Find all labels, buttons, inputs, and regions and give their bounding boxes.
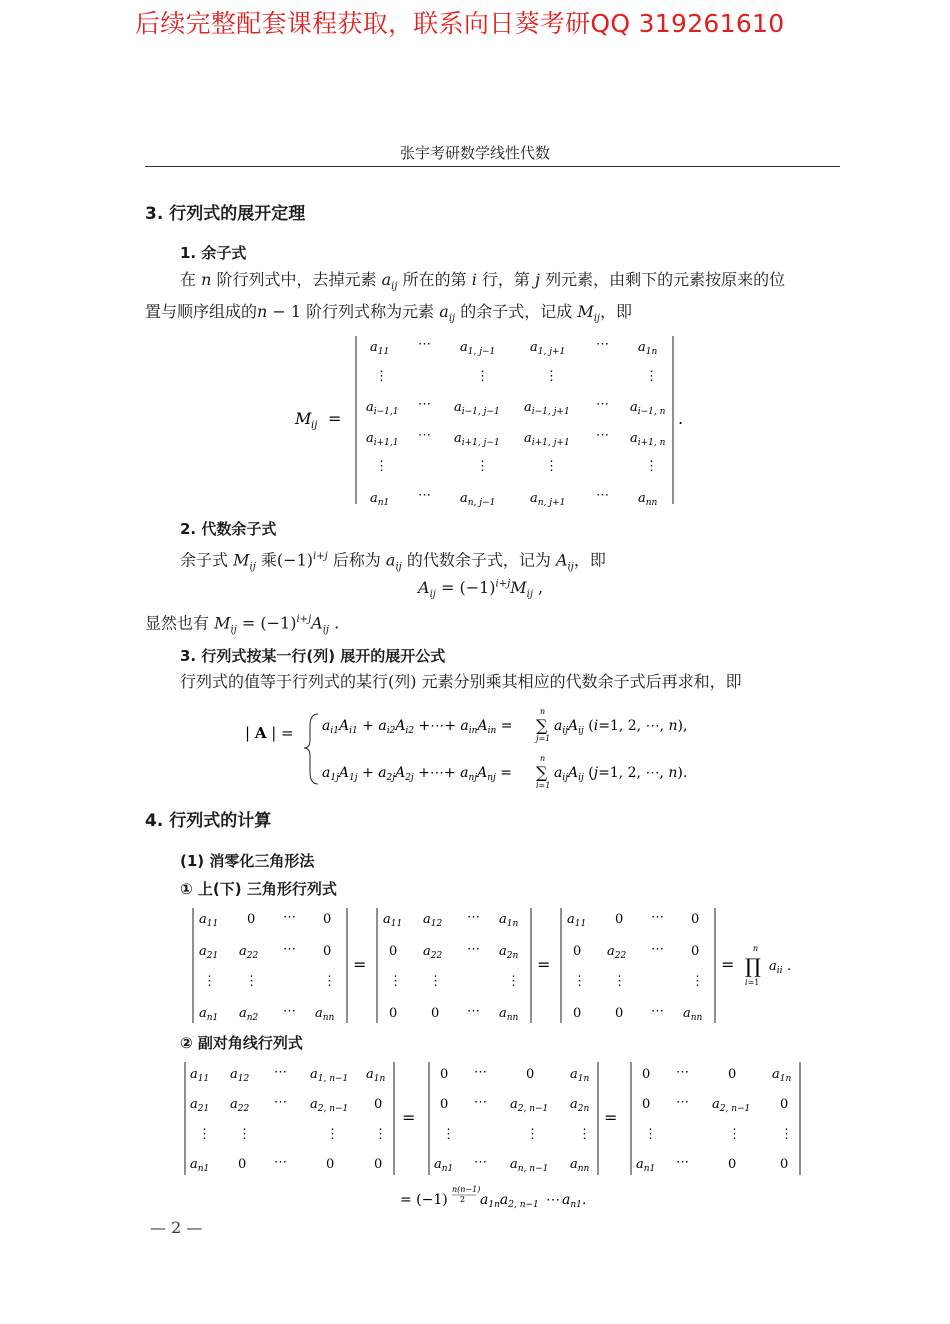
svg-text:ai−1, j+1: $a_{i-1, j+1}$	[524, 400, 570, 417]
svg-text:⋯: ⋯	[418, 397, 431, 412]
svg-text:⋯: ⋯	[651, 1004, 664, 1019]
svg-text:0: 0	[440, 1067, 449, 1082]
svg-text:=: =	[353, 955, 367, 974]
svg-text:⋯: ⋯	[474, 1155, 487, 1170]
svg-text:0: 0	[238, 1157, 247, 1172]
svg-text:ij: ij	[311, 420, 318, 431]
svg-text:⋮: ⋮	[728, 1127, 741, 1142]
svg-text:a21: $a_{21}$	[199, 944, 219, 961]
svg-text:a11: $a_{11}$	[370, 340, 390, 357]
svg-text:⋯: ⋯	[474, 1065, 487, 1080]
svg-text:⋯: ⋯	[274, 1155, 287, 1170]
svg-text:ann: $a_{nn}$	[683, 1006, 703, 1023]
svg-text:0: 0	[615, 912, 624, 927]
svg-text:⋯: ⋯	[418, 337, 431, 352]
svg-text:⋮: ⋮	[573, 974, 586, 989]
svg-text:0: 0	[615, 1006, 624, 1021]
svg-text:=: =	[402, 1108, 416, 1127]
svg-text:a1n: $a_{1n}$	[570, 1067, 590, 1084]
svg-text:a1jA1j + a2jA2j +⋯+ anjAnj =: $a_{1j}A_{1j} + a_{2j}A_{2j}$ +⋯+ $a_{nj}A_{nj}$ =	[322, 765, 512, 783]
svg-text:a12: $a_{12}$	[423, 912, 443, 929]
svg-text:⋮: ⋮	[375, 369, 388, 384]
svg-text:⋮: ⋮	[374, 1127, 387, 1142]
svg-text:a1n: $a_{1n}$	[499, 912, 519, 929]
cofactor-note: 显然也有 $M_{ij} = (-1)^{i+j}A_{ij}$ .	[145, 613, 340, 636]
running-header: 张宇考研数学线性代数	[399, 144, 550, 162]
svg-text:| A | =: | A | =	[245, 724, 294, 742]
svg-text:0: 0	[323, 912, 332, 927]
svg-text:a1n: $a_{1n}$	[772, 1067, 792, 1084]
svg-text:∏: ∏	[745, 954, 761, 978]
minor-paragraph-line2: 置与顺序组成的n − 1 阶行列式称为元素 $a_{ij}$ 的余子式，记成 $M_{ij}$，即	[145, 302, 633, 325]
svg-text:n: n	[753, 944, 759, 953]
minor-determinant	[290, 332, 690, 510]
svg-text:⋮: ⋮	[389, 974, 402, 989]
svg-text:a1, j+1: $a_{1, j+1}$	[530, 340, 566, 357]
svg-text:ann: $a_{nn}$	[315, 1006, 335, 1023]
svg-text:⋮: ⋮	[245, 974, 258, 989]
svg-text:ai1Ai1 + ai2Ai2 +⋯+ ainAin =: $a_{i1}A_{i1} + a_{i2}A_{i2}$ +⋯+ $a_{in}A_{in}$ =	[322, 718, 513, 736]
cofactor-formula: $A_{ij} = (-1)^{i+j}M_{ij}$ ,	[418, 578, 544, 601]
svg-text:a11: $a_{11}$	[567, 912, 587, 929]
svg-text:a1n: $a_{1n}$	[638, 340, 658, 357]
svg-text:aijAij (j=1, 2, ⋯, n).: $a_{ij}A_{ij}$ (j=1, 2, ⋯, n).	[554, 765, 688, 783]
svg-text:a2, n−1: $a_{2, n-1}$	[510, 1097, 549, 1114]
section-3-title: 3. 行列式的展开定理	[145, 204, 306, 224]
expansion-formula	[240, 700, 750, 796]
svg-text:ai−1, j−1: $a_{i-1, j-1}$	[454, 400, 500, 417]
svg-text:a22: $a_{22}$	[230, 1097, 250, 1114]
svg-text:⋮: ⋮	[545, 459, 558, 474]
svg-text:⋮: ⋮	[203, 974, 216, 989]
svg-text:n(n−1): n(n−1)	[452, 1185, 481, 1194]
svg-text:⋮: ⋮	[476, 369, 489, 384]
svg-text:an1: $a_{n1}$	[190, 1157, 210, 1174]
svg-text:=: =	[604, 1108, 618, 1127]
svg-text:a22: $a_{22}$	[607, 944, 627, 961]
svg-text:0: 0	[431, 1006, 440, 1021]
svg-text:⋯: ⋯	[596, 428, 609, 443]
svg-text:=: =	[537, 955, 551, 974]
svg-text:0: 0	[691, 912, 700, 927]
triangular-determinants	[185, 905, 805, 1027]
subsection-triangular-det: ① 上(下) 三角形行列式	[180, 880, 337, 898]
svg-text:an1: $a_{n1}$	[199, 1006, 219, 1023]
antidiagonal-determinants	[180, 1058, 810, 1218]
svg-text:⋯: ⋯	[651, 910, 664, 925]
svg-text:0: 0	[691, 944, 700, 959]
svg-text:0: 0	[526, 1067, 535, 1082]
svg-text:a22: $a_{22}$	[239, 944, 259, 961]
header-rule	[145, 166, 840, 167]
svg-text:0: 0	[440, 1097, 449, 1112]
page-number: — 2 —	[150, 1218, 203, 1237]
svg-text:⋮: ⋮	[780, 1127, 793, 1142]
svg-text:a1na2, n−1: $a_{1n}a_{2, n-1}$	[480, 1192, 539, 1210]
svg-text:0: 0	[247, 912, 256, 927]
svg-text:a2n: $a_{2n}$	[570, 1097, 590, 1114]
svg-text:a11: $a_{11}$	[190, 1067, 210, 1084]
svg-text:⋯: ⋯	[596, 397, 609, 412]
svg-text:an2: $a_{n2}$	[239, 1006, 259, 1023]
svg-text:a1n: $a_{1n}$	[366, 1067, 386, 1084]
svg-text:⋮: ⋮	[645, 459, 658, 474]
svg-text:⋮: ⋮	[507, 974, 520, 989]
svg-text:a11: $a_{11}$	[199, 912, 219, 929]
svg-text:aijAij (i=1, 2, ⋯, n),: $a_{ij}A_{ij}$ (i=1, 2, ⋯, n),	[554, 718, 688, 736]
svg-text:⋯: ⋯	[283, 1004, 296, 1019]
svg-text:⋯: ⋯	[676, 1065, 689, 1080]
svg-text:⋯: ⋯	[418, 428, 431, 443]
promo-banner: 后续完整配套课程获取，联系向日葵考研QQ 319261610	[135, 9, 785, 38]
svg-text:a1, n−1: $a_{1, n-1}$	[310, 1067, 349, 1084]
svg-text:an, j−1: $a_{n, j-1}$	[460, 491, 496, 508]
svg-text:⋮: ⋮	[545, 369, 558, 384]
svg-text:ai+1, j+1: $a_{i+1, j+1}$	[524, 431, 570, 448]
cofactor-paragraph: 余子式 $M_{ij}$ 乘$(-1)^{i+j}$ 后称为 $a_{ij}$ 的代数余子式，记为 $A_{ij}$，即	[180, 550, 606, 573]
svg-text:⋮: ⋮	[442, 1127, 455, 1142]
svg-text:0: 0	[573, 944, 582, 959]
svg-text:⋮: ⋮	[578, 1127, 591, 1142]
svg-text:⋯: ⋯	[474, 1095, 487, 1110]
svg-text:⋯: ⋯	[596, 488, 609, 503]
svg-text:an1: $a_{n1}$	[636, 1157, 656, 1174]
svg-text:⋯: ⋯	[274, 1095, 287, 1110]
svg-text:0: 0	[389, 1006, 398, 1021]
svg-text:aii: $a_{ii}$	[769, 959, 783, 976]
svg-text:0: 0	[728, 1067, 737, 1082]
svg-text:a2n: $a_{2n}$	[499, 944, 519, 961]
svg-text:⋯: ⋯	[596, 337, 609, 352]
svg-text:⋮: ⋮	[526, 1127, 539, 1142]
svg-text:ai+1,1: $a_{i+1,1}$	[366, 431, 399, 448]
svg-text:⋯: ⋯	[467, 910, 480, 925]
svg-text:a12: $a_{12}$	[230, 1067, 250, 1084]
svg-text:0: 0	[374, 1097, 383, 1112]
subsection-minor-title: 1. 余子式	[180, 244, 247, 262]
svg-text:= (−1): = (−1)	[400, 1192, 448, 1208]
svg-text:an1: $a_{n1}$	[370, 491, 390, 508]
svg-text:⋯: ⋯	[283, 942, 296, 957]
svg-text:0: 0	[780, 1097, 789, 1112]
svg-text:=: =	[328, 409, 342, 428]
svg-text:⋮: ⋮	[429, 974, 442, 989]
svg-text:⋮: ⋮	[644, 1127, 657, 1142]
svg-text:a11: $a_{11}$	[383, 912, 403, 929]
svg-text:⋯: ⋯	[546, 1192, 560, 1208]
svg-text:i=1: i=1	[536, 781, 551, 790]
svg-text:a2, n−1: $a_{2, n-1}$	[310, 1097, 349, 1114]
svg-text:0: 0	[780, 1157, 789, 1172]
svg-text:ai−1, n: $a_{i-1, n}$	[630, 400, 666, 417]
svg-text:ai+1, n: $a_{i+1, n}$	[630, 431, 666, 448]
svg-text:ai+1, j−1: $a_{i+1, j-1}$	[454, 431, 500, 448]
svg-text:⋮: ⋮	[323, 974, 336, 989]
svg-text:⋯: ⋯	[676, 1095, 689, 1110]
subsection-cofactor-title: 2. 代数余子式	[180, 520, 277, 538]
subsection-antidiagonal: ② 副对角线行列式	[180, 1034, 303, 1052]
svg-text:.: .	[678, 409, 684, 428]
svg-text:0: 0	[642, 1097, 651, 1112]
svg-text:a1, j−1: $a_{1, j-1}$	[460, 340, 496, 357]
svg-text:⋮: ⋮	[476, 459, 489, 474]
svg-text:an1: $a_{n1}$	[562, 1192, 582, 1210]
section-4-title: 4. 行列式的计算	[145, 811, 272, 831]
svg-text:0: 0	[389, 944, 398, 959]
svg-text:⋯: ⋯	[651, 942, 664, 957]
svg-text:.: .	[787, 959, 792, 974]
svg-text:an, j+1: $a_{n, j+1}$	[530, 491, 566, 508]
expansion-paragraph: 行列式的值等于行列式的某行(列) 元素分别乘其相应的代数余子式后再求和，即	[180, 672, 742, 691]
minor-paragraph-line1: 在 n 阶行列式中，去掉元素 $a_{ij}$ 所在的第 i 行，第 j 列元素，由剩下的元素按原来的位	[180, 270, 786, 293]
svg-text:∑: ∑	[536, 716, 548, 735]
svg-text:ann: $a_{nn}$	[499, 1006, 519, 1023]
svg-text:⋮: ⋮	[326, 1127, 339, 1142]
svg-text:ann: $a_{nn}$	[638, 491, 658, 508]
svg-text:0: 0	[642, 1067, 651, 1082]
svg-text:a21: $a_{21}$	[190, 1097, 210, 1114]
svg-text:ai−1,1: $a_{i-1,1}$	[366, 400, 399, 417]
svg-text:n: n	[540, 707, 546, 716]
svg-text:an, n−1: $a_{n, n-1}$	[510, 1157, 549, 1174]
subsection-expansion-title: 3. 行列式按某一行(列) 展开的展开公式	[180, 647, 446, 665]
svg-text:⋯: ⋯	[467, 942, 480, 957]
svg-text:ann: $a_{nn}$	[570, 1157, 590, 1174]
subsection-triangular-method: (1) 消零化三角形法	[180, 852, 315, 870]
svg-text:∑: ∑	[536, 763, 548, 782]
svg-text:.: .	[582, 1192, 587, 1208]
svg-text:⋯: ⋯	[274, 1065, 287, 1080]
svg-text:⋮: ⋮	[238, 1127, 251, 1142]
svg-text:an1: $a_{n1}$	[434, 1157, 454, 1174]
svg-text:⋯: ⋯	[418, 488, 431, 503]
svg-text:⋯: ⋯	[467, 1004, 480, 1019]
svg-text:j=1: j=1	[536, 734, 551, 743]
svg-text:⋮: ⋮	[375, 459, 388, 474]
svg-text:0: 0	[573, 1006, 582, 1021]
svg-text:⋯: ⋯	[283, 910, 296, 925]
svg-text:0: 0	[374, 1157, 383, 1172]
svg-text:⋮: ⋮	[645, 369, 658, 384]
svg-text:0: 0	[326, 1157, 335, 1172]
svg-text:a22: $a_{22}$	[423, 944, 443, 961]
svg-text:⋮: ⋮	[613, 974, 626, 989]
svg-text:⋯: ⋯	[676, 1155, 689, 1170]
svg-text:=: =	[721, 955, 735, 974]
svg-text:n: n	[540, 754, 546, 763]
svg-text:i=1: i=1	[745, 978, 760, 987]
svg-text:M: M	[295, 409, 312, 428]
svg-text:⋮: ⋮	[691, 974, 704, 989]
svg-text:⋮: ⋮	[198, 1127, 211, 1142]
svg-text:0: 0	[728, 1157, 737, 1172]
svg-text:a2, n−1: $a_{2, n-1}$	[712, 1097, 751, 1114]
svg-text:2: 2	[460, 1195, 466, 1204]
svg-text:0: 0	[323, 944, 332, 959]
